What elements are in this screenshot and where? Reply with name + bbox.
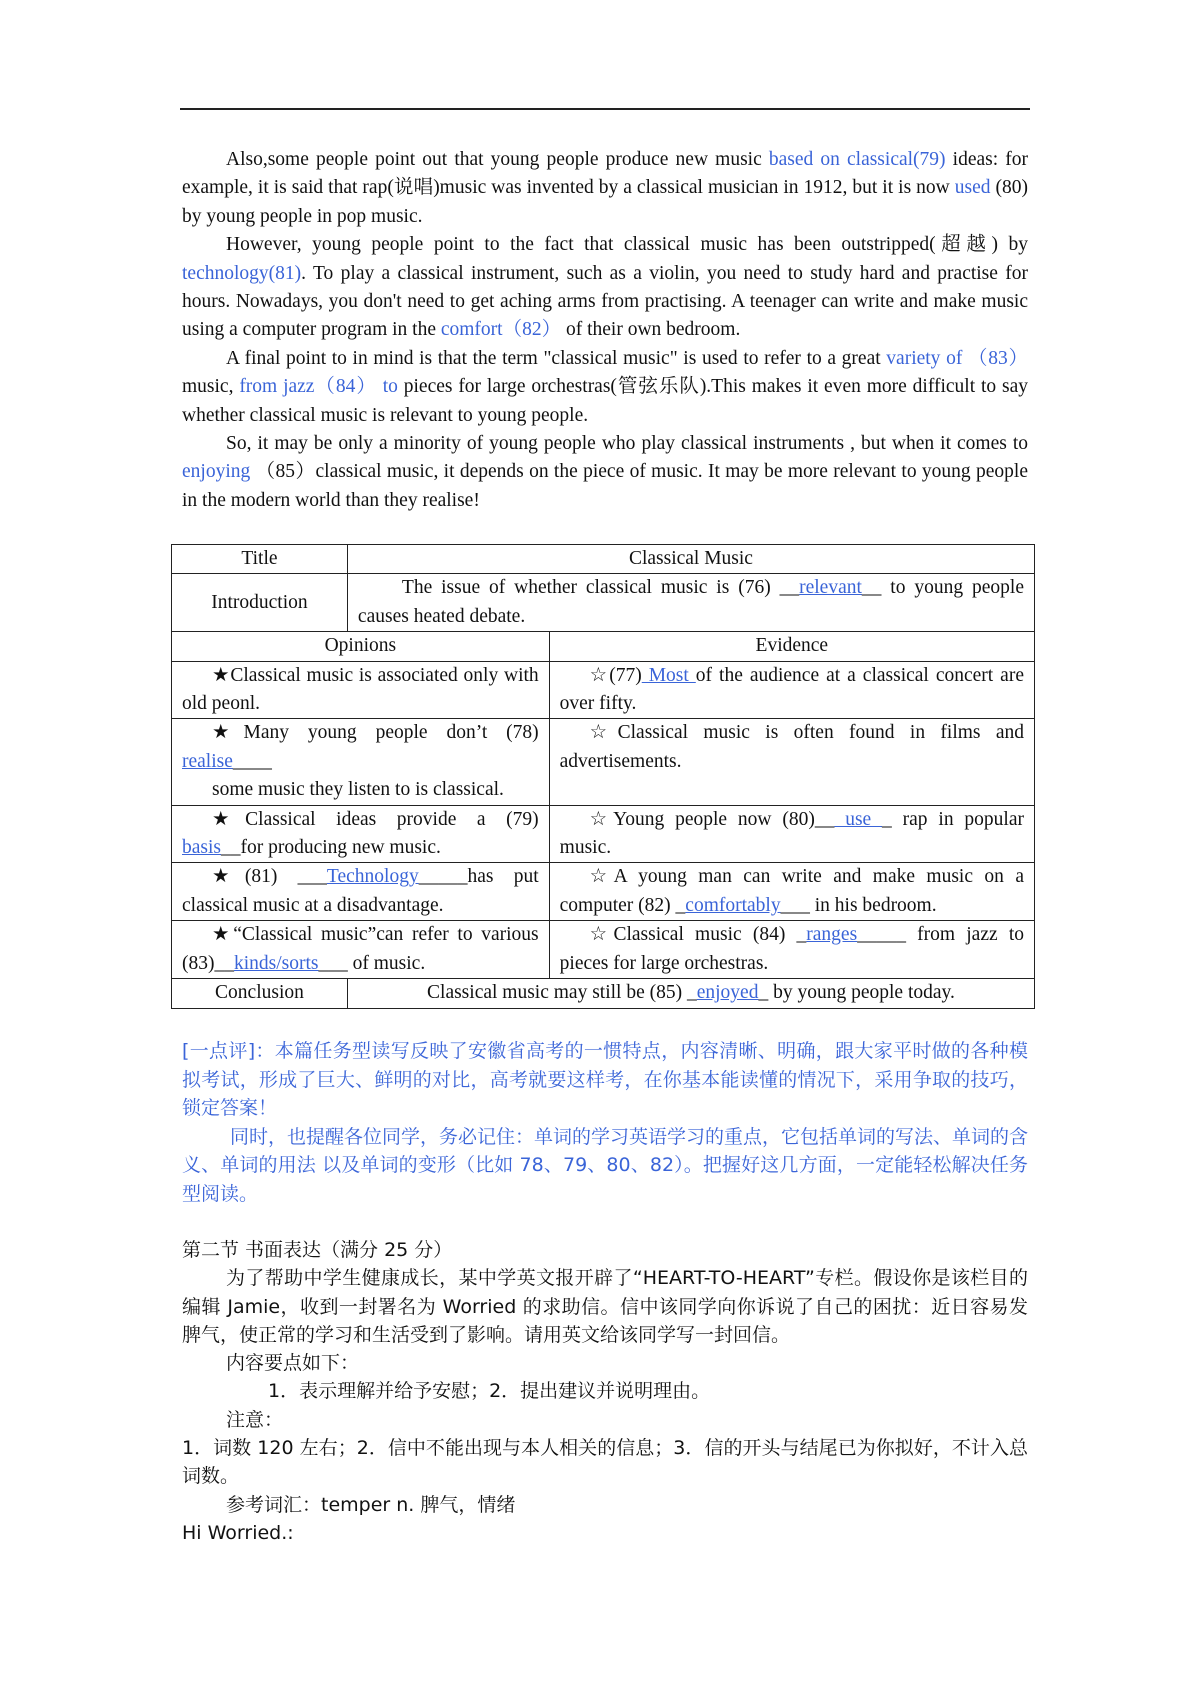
opinion-cell: ★Many young people don’t (78) realise____ some music they listen to is classical. — [172, 719, 550, 805]
answer-78: realise — [182, 750, 233, 772]
answer-83: variety of （83） — [886, 347, 1028, 369]
task-table — [171, 544, 1035, 1009]
answer-79-basis: basis — [182, 837, 221, 859]
passage-paragraph-3: A final point to in mind is that the term "classical music" is used to refer to a great variety of （83） music, from jazz（84） to pieces for large orchestras(管弦乐队).This makes it even more difficult to say whether classical music is relevant to young people. — [182, 347, 1028, 426]
answer-84-ranges: ranges — [806, 924, 858, 946]
title-label: Title — [172, 545, 348, 574]
section-heading: 第二节 书面表达（满分 25 分） — [182, 1239, 453, 1261]
title-value: Classical Music — [347, 545, 1034, 574]
answer-80-use: use — [834, 808, 883, 830]
notice-label: 注意： — [226, 1408, 284, 1431]
content-points: 1．表示理解并给予安慰；2．提出建议并说明理由。 — [268, 1380, 711, 1403]
evidence-cell: ☆A young man can write and make music on a computer (82) _comfortably___ in his bedroom. — [549, 863, 1034, 921]
table-row-introduction — [172, 574, 1035, 632]
answer-85: enjoying — [182, 461, 251, 483]
commentary-paragraph-1: [一点评]：本篇任务型读写反映了安徽省高考的一惯特点，内容清晰、明确，跟大家平时做的各种模拟考试，形成了巨大、鲜明的对比，高考就要这样考，在你基本能读懂的情况下，采用争取的技巧，锁定答案！ — [182, 1040, 1028, 1119]
commentary — [182, 1037, 1028, 1208]
introduction-label: Introduction — [172, 574, 348, 632]
table-row — [172, 719, 1035, 805]
answer-81: technology(81) — [182, 262, 302, 284]
answer-83-kinds: kinds/sorts — [234, 952, 319, 974]
answer-80: used — [954, 177, 991, 199]
introduction-text: The issue of whether classical music is (76) __relevant__ to young people causes heated debate. — [347, 574, 1034, 632]
evidence-header: Evidence — [549, 632, 1034, 661]
conclusion-label: Conclusion — [172, 979, 348, 1008]
vocabulary-hint: 参考词汇：temper n. 脾气，情绪 — [226, 1493, 516, 1516]
opinion-cell: ★Classical music is associated only with old peonl. — [172, 661, 550, 719]
commentary-paragraph-2: 同时，也提醒各位同学，务必记住：单词的学习英语学习的重点，它包括单词的写法、单词的含义、单词的用法 以及单词的变形（比如 78、79、80、82）。把握好这几方面，一定能轻松解决任务型阅读。 — [182, 1125, 1029, 1205]
answer-77: Most — [641, 664, 696, 686]
answer-85-enjoyed: enjoyed — [696, 982, 759, 1004]
writing-prompt: 为了帮助中学生健康成长，某中学英文报开辟了“HEART-TO-HEART”专栏。假设你是该栏目的编辑 Jamie，收到一封署名为 Worried 的求助信。信中该同学向你诉说了自己的困扰：近日容易发脾气，使正常的学习和生活受到了影响。请用英文给该同学写一封回信。 — [182, 1267, 1028, 1346]
passage-paragraph-1: Also,some people point out that young people produce new music based on classical(79) ideas: for example, it is said that rap(说唱)music was invented by a classical musician in 1912, but it is now used (80) by young people in pop music. — [182, 149, 1028, 227]
answer-84: from jazz（84） to — [239, 376, 398, 398]
answer-76: relevant — [799, 577, 862, 599]
writing-section — [182, 1236, 1028, 1547]
answer-79: based on classical(79) — [768, 149, 946, 170]
answer-81-technology: Technology — [326, 866, 419, 888]
evidence-cell: ☆(77) Most of the audience at a classical concert are over fifty. — [549, 661, 1034, 719]
table-row-conclusion — [172, 979, 1035, 1008]
conclusion-text: Classical music may still be (85) _enjoyed_ by young people today. — [347, 979, 1034, 1008]
answer-82-comfortably: comfortably — [685, 894, 781, 916]
table-row — [172, 921, 1035, 979]
evidence-cell: ☆Classical music (84) _ranges_____ from jazz to pieces for large orchestras. — [549, 921, 1034, 979]
answer-82: comfort（82） — [440, 319, 562, 341]
letter-greeting: Hi Worried.: — [182, 1521, 294, 1544]
evidence-cell: ☆Young people now (80)__ use _ rap in popular music. — [549, 805, 1034, 863]
passage-paragraph-4: So, it may be only a minority of young people who play classical instruments , but when it comes to enjoying （85）classical music, it depends on the piece of music. It may be more relevant to young people in the modern world than they realise! — [182, 433, 1028, 511]
opinions-header: Opinions — [172, 632, 550, 661]
opinion-cell: ★(81) ___Technology_____has put classical music at a disadvantage. — [172, 863, 550, 921]
table-row — [172, 661, 1035, 719]
notice-text: 1．词数 120 左右；2．信中不能出现与本人相关的信息；3．信的开头与结尾已为你拟好，不计入总词数。 — [182, 1437, 1028, 1488]
passage-paragraph-2: However, young people point to the fact that classical music has been outstripped(超越) by technology(81). To play a classical instrument, such as a violin, you need to study hard and practise for hours. Nowadays, you don't need to get aching arms from practising. A teenager can write and make music using a computer program in the comfort（82） of their own bedroom. — [182, 234, 1028, 341]
opinion-cell: ★Classical ideas provide a (79) basis__for producing new music. — [172, 805, 550, 863]
header-rule — [180, 108, 1030, 110]
points-label: 内容要点如下： — [226, 1352, 360, 1375]
table-row — [172, 805, 1035, 863]
table-row-headers — [172, 632, 1035, 661]
opinion-cell: ★“Classical music”can refer to various (83)__kinds/sorts___ of music. — [172, 921, 550, 979]
table-row — [172, 863, 1035, 921]
evidence-cell: ☆Classical music is often found in films and advertisements. — [549, 719, 1034, 805]
reading-passage — [182, 146, 1028, 515]
table-row-title — [172, 545, 1035, 574]
